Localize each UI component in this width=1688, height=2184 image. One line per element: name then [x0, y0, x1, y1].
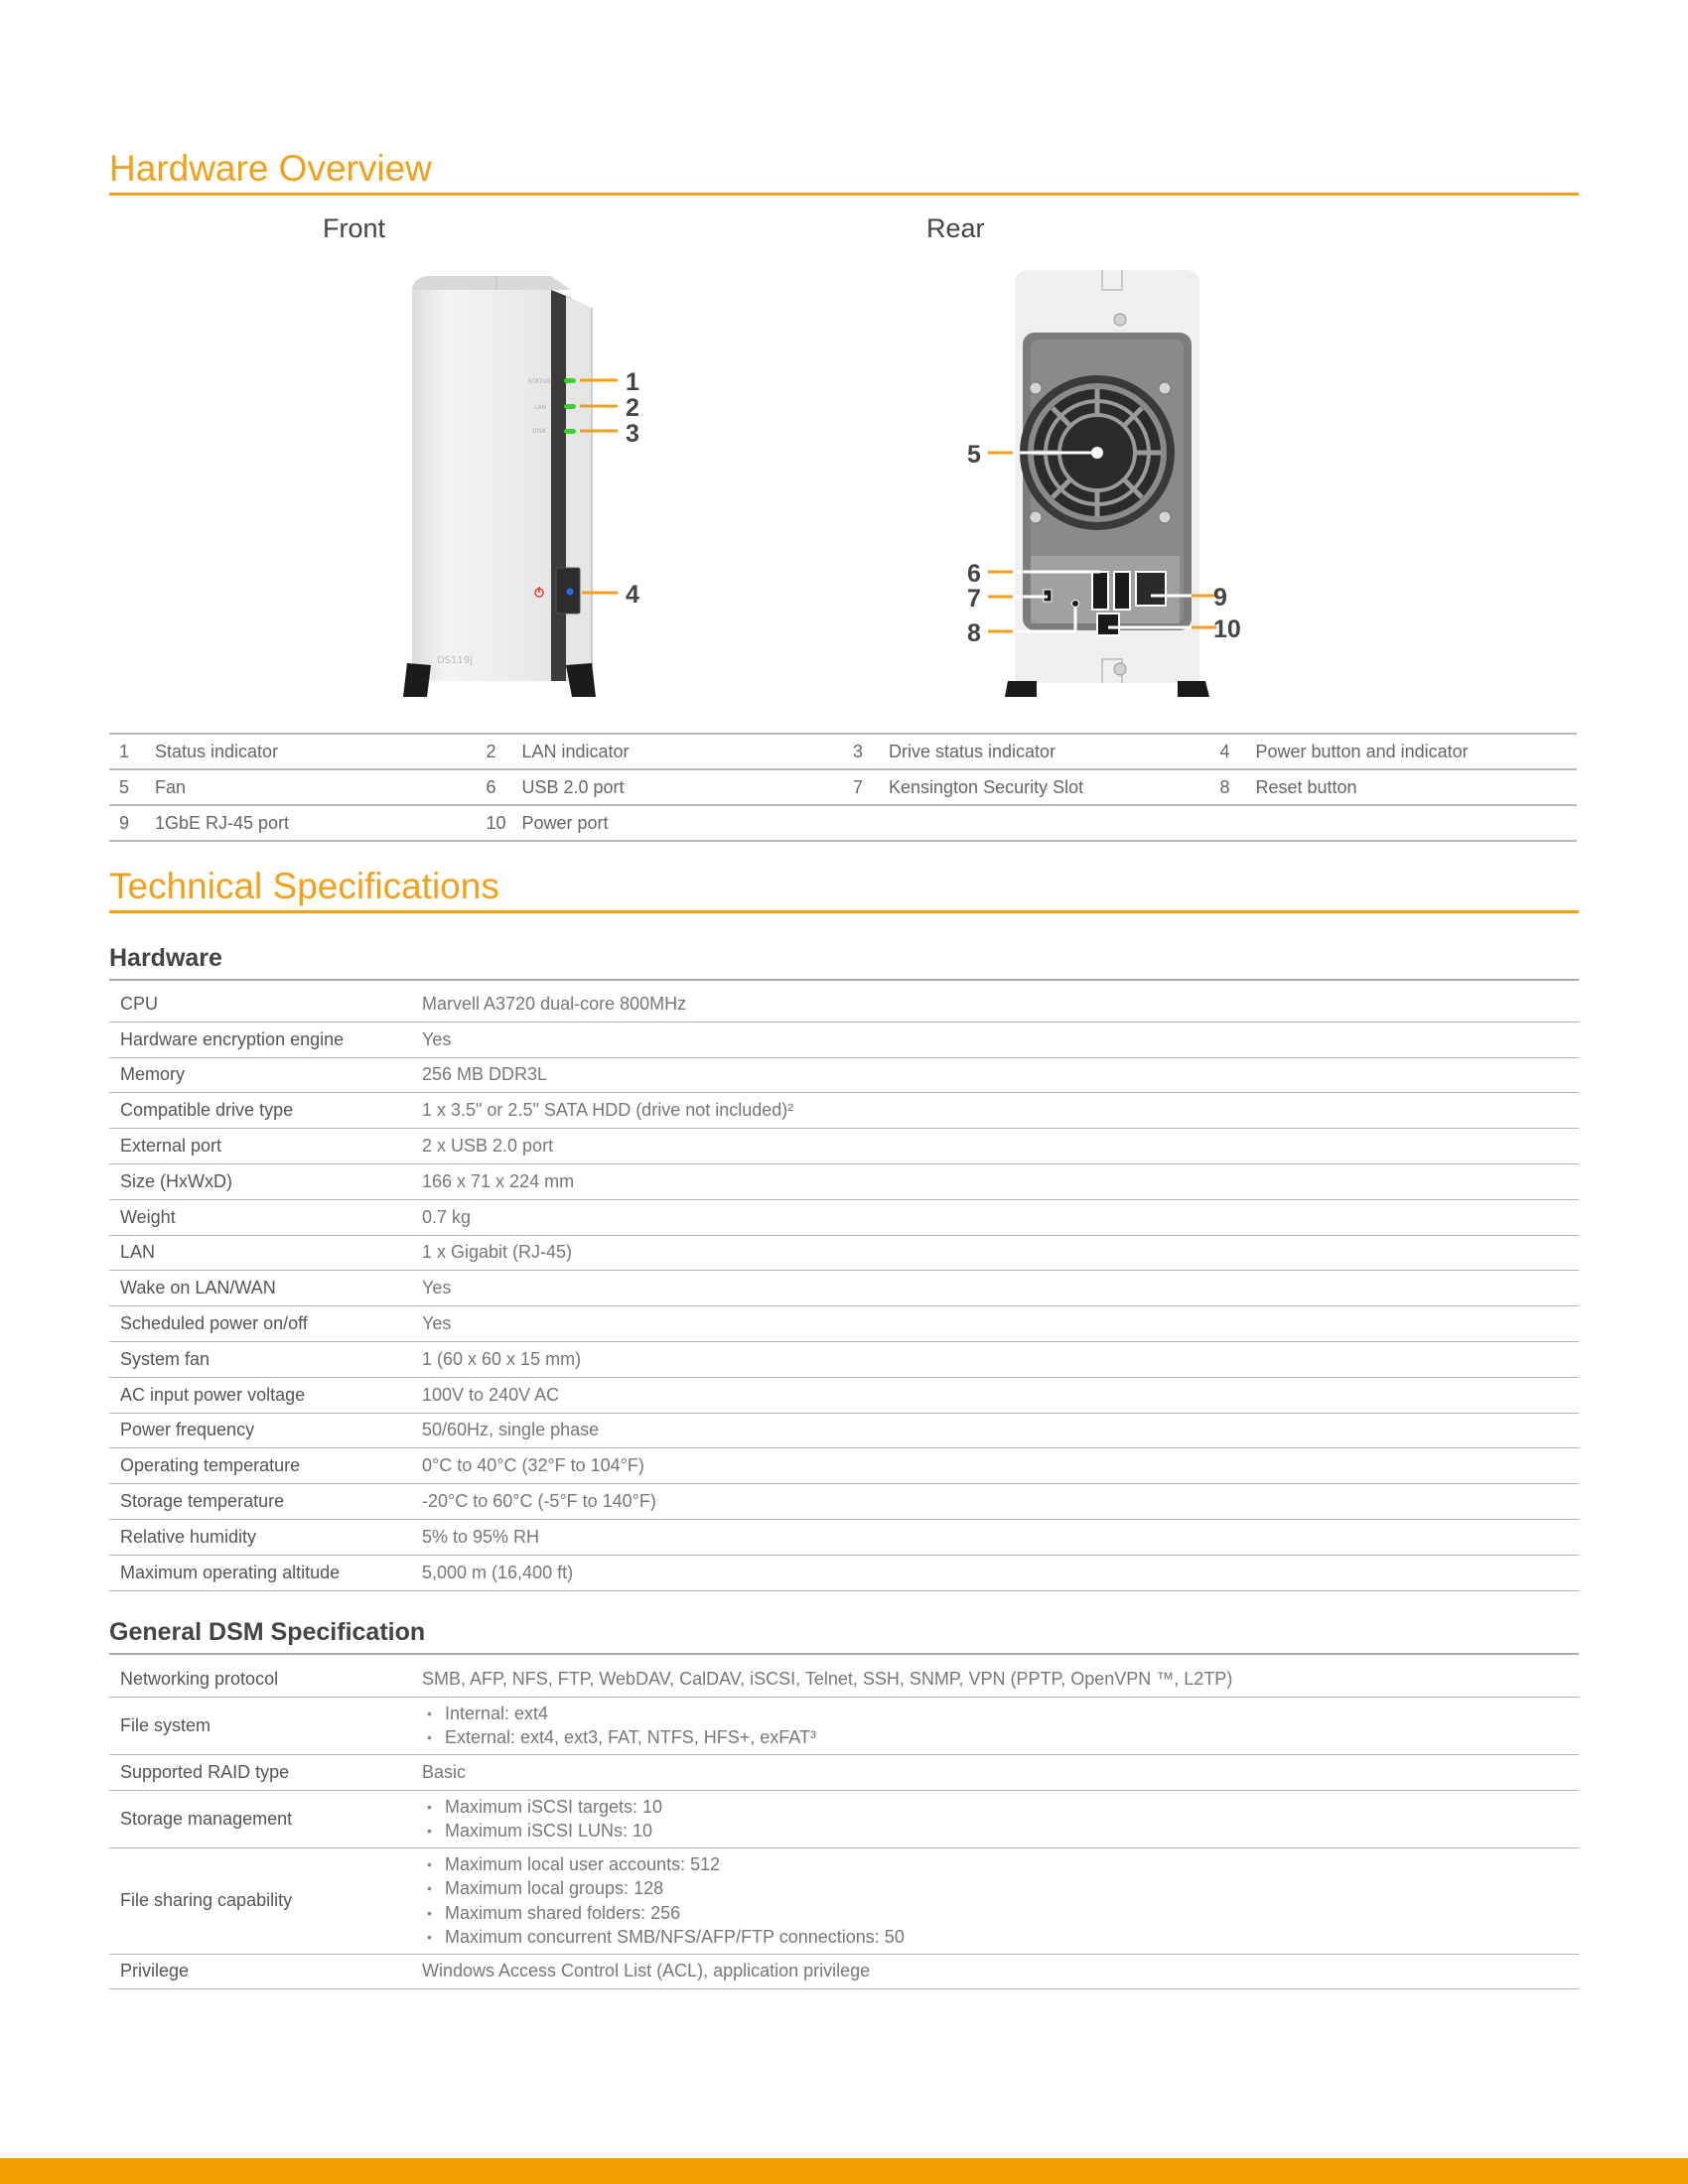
spec-row [109, 1164, 1579, 1200]
status-led [564, 378, 576, 383]
spec-row [109, 1058, 1579, 1094]
legend-label: Reset button [1255, 776, 1357, 797]
spec-bullet-list [422, 1848, 1579, 1954]
spec-value: Yes [422, 1313, 452, 1334]
spec-key: Storage temperature [120, 1491, 285, 1512]
spec-value [422, 1698, 1579, 1754]
front-view-label: Front [323, 213, 386, 243]
rear-view-label: Rear [926, 213, 985, 243]
legend-row [109, 735, 1577, 770]
spec-key: Privilege [120, 1961, 190, 1981]
rj45-port[interactable] [1136, 572, 1166, 606]
callout-10: 10 [1213, 615, 1241, 643]
legend-number: 4 [1219, 741, 1230, 761]
spec-value: 1 x 3.5" or 2.5" SATA HDD (drive not included)² [422, 1100, 794, 1121]
callout-9: 9 [1213, 584, 1227, 612]
callout-7: 7 [967, 585, 981, 613]
front-device-image [397, 268, 665, 701]
legend-label: Drive status indicator [889, 741, 1056, 761]
spec-key: System fan [120, 1348, 211, 1369]
spec-bullet-item: • Maximum local groups: 128 [422, 1876, 1579, 1901]
callout-1: 1 [626, 368, 639, 396]
spec-key: Size (HxWxD) [120, 1170, 232, 1191]
spec-row [109, 1093, 1579, 1129]
hardware-subtitle: Hardware [109, 944, 1579, 981]
spec-key: Wake on LAN/WAN [120, 1278, 276, 1298]
spec-value: Basic [422, 1761, 467, 1782]
legend-item [1210, 742, 1578, 762]
footer-accent-bar [0, 2158, 1688, 2184]
spec-row [109, 987, 1579, 1023]
legend-number: 9 [119, 812, 130, 833]
spec-key: Networking protocol [120, 1668, 279, 1689]
spec-row [109, 1236, 1579, 1272]
power-led [567, 589, 574, 596]
spec-key: LAN [120, 1242, 156, 1263]
legend-number: 5 [119, 776, 130, 797]
legend-number: 1 [119, 741, 130, 761]
spec-key: External port [120, 1136, 222, 1157]
spec-value: 5,000 m (16,400 ft) [422, 1562, 574, 1582]
spec-value: Windows Access Control List (ACL), application privilege [422, 1961, 871, 1981]
legend-label: LAN indicator [521, 741, 630, 761]
spec-value: Yes [422, 1278, 452, 1298]
spec-key: CPU [120, 993, 159, 1014]
legend-number: 7 [853, 776, 864, 797]
spec-key: Power frequency [120, 1420, 255, 1440]
callout-4: 4 [626, 581, 639, 609]
legend-label: Power button and indicator [1255, 741, 1469, 761]
spec-bullet-list [422, 1791, 1579, 1847]
spec-value: 0°C to 40°C (32°F to 104°F) [422, 1455, 644, 1476]
callout-2: 2 [626, 394, 639, 422]
spec-key: Hardware encryption engine [120, 1028, 345, 1049]
spec-value: Yes [422, 1028, 452, 1049]
led-label-status: STATUS [528, 378, 551, 385]
hardware-legend-table [109, 733, 1577, 842]
dsm-spec-table [109, 1662, 1579, 1989]
spec-value: 1 (60 x 60 x 15 mm) [422, 1348, 582, 1369]
spec-bullet-item: • Maximum iSCSI targets: 10 [422, 1795, 1579, 1820]
spec-bullet-item: • External: ext4, ext3, FAT, NTFS, HFS+, exFAT³ [422, 1725, 1579, 1750]
spec-row [109, 1698, 1579, 1755]
legend-label: Kensington Security Slot [889, 776, 1084, 797]
legend-item [109, 777, 477, 798]
legend-item [477, 777, 844, 798]
spec-row [109, 1791, 1579, 1848]
spec-key: Maximum operating altitude [120, 1562, 341, 1582]
legend-item [1210, 777, 1578, 798]
legend-number: 3 [853, 741, 864, 761]
spec-row [109, 1520, 1579, 1556]
spec-key: AC input power voltage [120, 1384, 306, 1405]
spec-bullet-item: • Internal: ext4 [422, 1702, 1579, 1726]
spec-value [422, 1848, 1579, 1954]
spec-value: 166 x 71 x 224 mm [422, 1170, 575, 1191]
legend-row [109, 806, 1577, 842]
usb-port-2[interactable] [1114, 572, 1130, 610]
spec-row [109, 1306, 1579, 1342]
spec-value: 100V to 240V AC [422, 1384, 560, 1405]
legend-item [843, 777, 1210, 798]
technical-specifications-title: Technical Specifications [109, 865, 1579, 913]
callout-3: 3 [626, 420, 639, 448]
front-device-body [403, 276, 596, 697]
spec-row [109, 1271, 1579, 1306]
spec-row [109, 1414, 1579, 1449]
dsm-subtitle: General DSM Specification [109, 1618, 1579, 1655]
legend-label: Fan [155, 776, 187, 797]
spec-value: SMB, AFP, NFS, FTP, WebDAV, CalDAV, iSCSI, Telnet, SSH, SNMP, VPN (PPTP, OpenVPN ™, L2TP) [422, 1668, 1233, 1689]
spec-row [109, 1556, 1579, 1591]
disk-led [564, 429, 576, 434]
spec-key: File sharing capability [120, 1890, 293, 1911]
callout-5: 5 [967, 441, 981, 469]
spec-value [422, 1791, 1579, 1847]
spec-key: Operating temperature [120, 1455, 301, 1476]
spec-value: Marvell A3720 dual-core 800MHz [422, 993, 687, 1014]
spec-value: 0.7 kg [422, 1206, 472, 1227]
callout-6: 6 [967, 560, 981, 588]
spec-row [109, 1662, 1579, 1698]
spec-row [109, 1342, 1579, 1378]
reset-button[interactable] [1072, 601, 1079, 608]
legend-label: USB 2.0 port [521, 776, 625, 797]
spec-row [109, 1448, 1579, 1484]
spec-row [109, 1023, 1579, 1058]
spec-value: 5% to 95% RH [422, 1526, 540, 1547]
spec-value: 50/60Hz, single phase [422, 1420, 600, 1440]
legend-item [477, 742, 844, 762]
rear-device-image [953, 268, 1251, 701]
hardware-spec-table [109, 987, 1579, 1591]
led-label-disk: DISK [532, 428, 547, 435]
spec-row [109, 1200, 1579, 1236]
lan-led [564, 404, 576, 409]
spec-value: 1 x Gigabit (RJ-45) [422, 1242, 573, 1263]
callout-8: 8 [967, 619, 981, 647]
spec-key: Supported RAID type [120, 1761, 290, 1782]
spec-value: -20°C to 60°C (-5°F to 140°F) [422, 1491, 656, 1512]
spec-key: Scheduled power on/off [120, 1313, 308, 1334]
spec-value: 2 x USB 2.0 port [422, 1136, 554, 1157]
hardware-overview-title: Hardware Overview [109, 147, 1579, 196]
legend-item [843, 742, 1210, 762]
spec-row [109, 1955, 1579, 1990]
spec-row [109, 1484, 1579, 1520]
led-label-lan: LAN [534, 404, 547, 411]
legend-number: 6 [486, 776, 496, 797]
legend-item [109, 742, 477, 762]
spec-row [109, 1848, 1579, 1955]
legend-number: 2 [486, 741, 496, 761]
spec-bullet-item: • Maximum concurrent SMB/NFS/AFP/FTP connections: 50 [422, 1925, 1579, 1950]
legend-label: 1GbE RJ-45 port [155, 812, 290, 833]
usb-port-1[interactable] [1092, 572, 1108, 610]
spec-row [109, 1755, 1579, 1791]
spec-row [109, 1378, 1579, 1414]
spec-bullet-item: • Maximum shared folders: 256 [422, 1901, 1579, 1926]
spec-bullet-item: • Maximum iSCSI LUNs: 10 [422, 1819, 1579, 1843]
legend-row [109, 770, 1577, 806]
legend-label: Power port [521, 812, 609, 833]
spec-bullet-list [422, 1698, 1579, 1754]
spec-key: File system [120, 1714, 211, 1735]
spec-value: 256 MB DDR3L [422, 1064, 548, 1085]
legend-number: 10 [486, 812, 506, 833]
spec-key: Weight [120, 1206, 176, 1227]
spec-key: Storage management [120, 1808, 293, 1829]
spec-bullet-item: • Maximum local user accounts: 512 [422, 1852, 1579, 1877]
spec-key: Memory [120, 1064, 186, 1085]
spec-key: Relative humidity [120, 1526, 257, 1547]
model-label: DS119j [437, 655, 473, 666]
legend-item [477, 813, 844, 834]
power-port[interactable] [1097, 614, 1119, 635]
legend-item [109, 813, 477, 834]
legend-label: Status indicator [155, 741, 279, 761]
spec-key: Compatible drive type [120, 1100, 294, 1121]
legend-number: 8 [1219, 776, 1230, 797]
spec-row [109, 1129, 1579, 1164]
